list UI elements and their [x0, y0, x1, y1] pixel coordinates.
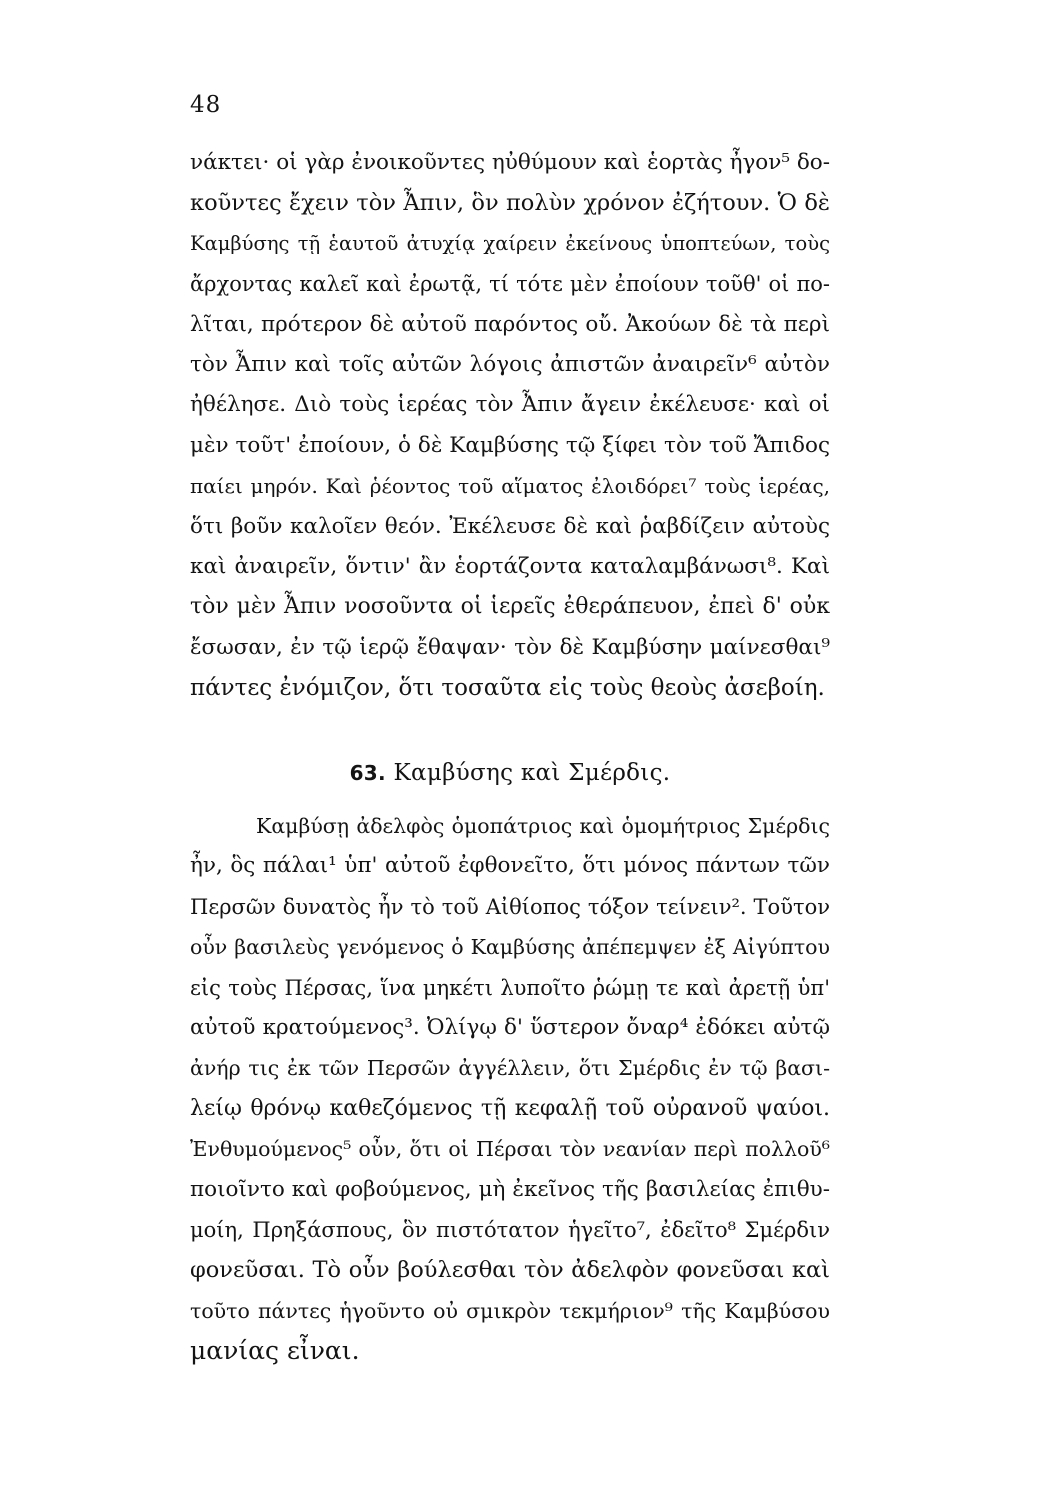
- section-number: 63.: [349, 761, 386, 785]
- text-line: εἰς τοὺς Πέρσας, ἵνα μηκέτι λυποῖτο ῥώμῃ τε καὶ ἀρετῇ ὑπ': [190, 975, 830, 1000]
- text-line: ὅτι βοῦν καλοῖεν θεόν. Ἐκέλευσε δὲ καὶ ῥαβδίζειν αὐτοὺς: [190, 513, 830, 539]
- text-line: λείῳ θρόνῳ καθεζόμενος τῇ κεφαλῇ τοῦ οὐρανοῦ ψαύοι.: [190, 1095, 830, 1121]
- text-line: παίει μηρόν. Καὶ ῥέοντος τοῦ αἵματος ἐλοιδόρει⁷ τοὺς ἱερέας,: [190, 474, 830, 499]
- text-line: Περσῶν δυνατὸς ἦν τὸ τοῦ Αἰθίοπος τόξον τείνειν². Τοῦτον: [190, 894, 830, 919]
- text-line: ἄρχοντας καλεῖ καὶ ἐρωτᾷ, τί τότε μὲν ἐποίουν τοῦθ' οἱ πο-: [190, 272, 830, 297]
- section-heading: [190, 758, 830, 788]
- text-line: τὸν Ἆπιν καὶ τοῖς αὐτῶν λόγοις ἀπιστῶν ἀναιρεῖν⁶ αὐτὸν: [190, 351, 830, 377]
- text-line: Καμβύσης τῇ ἑαυτοῦ ἀτυχίᾳ χαίρειν ἐκείνους ὑποπτεύων, τοὺς: [190, 231, 830, 255]
- text-line: Καμβύσῃ ἀδελφὸς ὁμοπάτριος καὶ ὁμομήτριος Σμέρδις: [256, 814, 830, 838]
- text-line: οὖν βασιλεὺς γενόμενος ὁ Καμβύσης ἀπέπεμψεν ἐξ Αἰγύπτου: [190, 935, 830, 960]
- text-line: ἦν, ὃς πάλαι¹ ὑπ' αὐτοῦ ἐφθονεῖτο, ὅτι μόνος πάντων τῶν: [190, 853, 830, 879]
- text-line: μοίη, Πρηξάσπους, ὃν πιστότατον ἡγεῖτο⁷, ἐδεῖτο⁸ Σμέρδιν: [190, 1217, 830, 1242]
- text-line: μανίας εἶναι.: [190, 1336, 360, 1366]
- text-line: ποιοῖντο καὶ φοβούμενος, μὴ ἐκεῖνος τῆς βασιλείας ἐπιθυ-: [190, 1176, 830, 1202]
- text-line: αὐτοῦ κρατούμενος³. Ὀλίγῳ δ' ὕστερον ὄναρ⁴ ἐδόκει αὐτῷ: [190, 1014, 830, 1040]
- text-line: φονεῦσαι. Τὸ οὖν βούλεσθαι τὸν ἀδελφὸν φονεῦσαι καὶ: [190, 1257, 830, 1284]
- text-line: ἠθέλησε. Διὸ τοὺς ἱερέας τὸν Ἆπιν ἄγειν ἐκέλευσε· καὶ οἱ: [190, 392, 830, 418]
- text-line: νάκτει· οἱ γὰρ ἐνοικοῦντες ηὐθύμουν καὶ ἑορτὰς ἦγον⁵ δο-: [190, 150, 830, 175]
- text-line: λῖται, πρότερον δὲ αὐτοῦ παρόντος οὔ. Ἀκούων δὲ τὰ περὶ: [190, 311, 830, 337]
- paragraph-1: [190, 143, 830, 708]
- text-line: μὲν τοῦτ' ἐποίουν, ὁ δὲ Καμβύσης τῷ ξίφει τὸν τοῦ Ἄπιδος: [190, 432, 830, 458]
- section-title: Καμβύσης καὶ Σμέρδις.: [393, 760, 671, 786]
- text-line: πάντες ἐνόμιζον, ὅτι τοσαῦτα εἰς τοὺς θεοὺς ἀσεβοίη.: [190, 675, 825, 702]
- text-line: καὶ ἀναιρεῖν, ὅντιν' ἂν ἑορτάζοντα καταλαμβάνωσι⁸. Καὶ: [190, 553, 830, 579]
- text-line: ἔσωσαν, ἐν τῷ ἱερῷ ἔθαψαν· τὸν δὲ Καμβύσην μαίνεσθαι⁹: [190, 634, 830, 660]
- paragraph-2: [190, 806, 830, 1371]
- text-line: ἀνήρ τις ἐκ τῶν Περσῶν ἀγγέλλειν, ὅτι Σμέρδις ἐν τῷ βασι-: [190, 1056, 830, 1081]
- text-line: Ἐνθυμούμενος⁵ οὖν, ὅτι οἱ Πέρσαι τὸν νεανίαν περὶ πολλοῦ⁶: [190, 1137, 830, 1162]
- text-line: κοῦντες ἔχειν τὸν Ἆπιν, ὃν πολὺν χρόνον ἐζήτουν. Ὁ δὲ: [190, 190, 830, 217]
- text-line: τὸν μὲν Ἆπιν νοσοῦντα οἱ ἱερεῖς ἐθεράπευον, ἐπεὶ δ' οὐκ: [190, 594, 830, 620]
- text-line: τοῦτο πάντες ἡγοῦντο οὐ σμικρὸν τεκμήριον⁹ τῆς Καμβύσου: [190, 1298, 830, 1323]
- page-number: 48: [190, 92, 222, 118]
